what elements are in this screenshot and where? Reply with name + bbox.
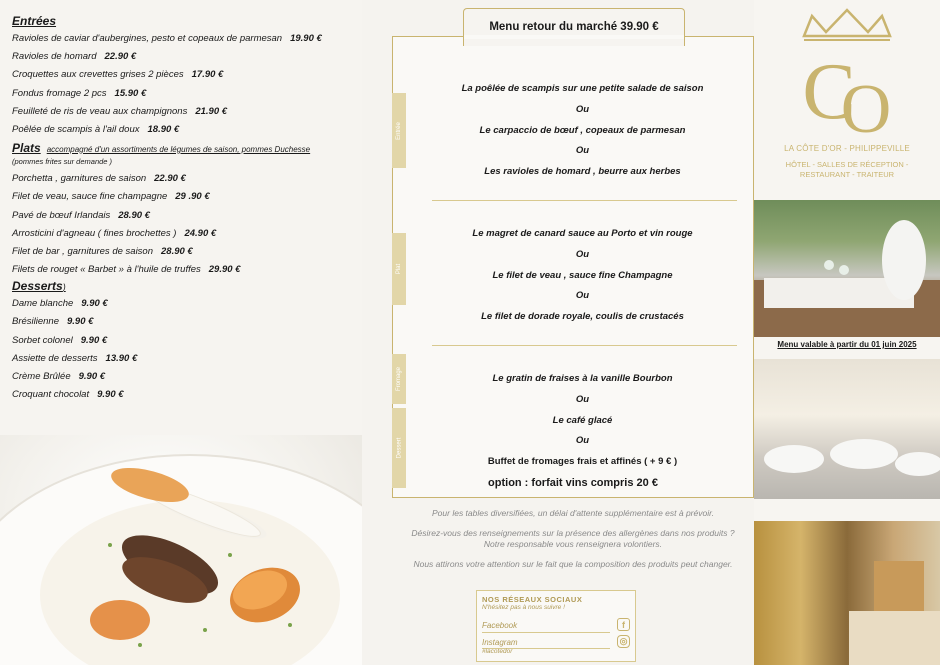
tab-fromage	[392, 354, 406, 404]
menu-item	[12, 170, 357, 188]
menu-item-price: 19.90 €	[290, 33, 322, 44]
course-line: Buffet de fromages frais et affinés ( + 9 € )	[487, 456, 678, 468]
tab-dessert-label: Dessert	[396, 437, 403, 459]
menu-item-name: Croquant chocolat	[12, 389, 90, 401]
course-line: Le gratin de fraises à la vanille Bourbon	[492, 373, 673, 384]
tab-entree-label: Entrée	[396, 121, 402, 140]
facebook-link[interactable]: Facebook	[482, 621, 518, 630]
menu-item-price: 22.90 €	[104, 51, 137, 63]
tab-plat	[392, 233, 406, 305]
menu-item	[12, 225, 357, 243]
social-box	[476, 590, 636, 662]
menu-marche-title: Menu retour du marché 39.90 €	[463, 8, 685, 46]
facebook-line	[482, 632, 610, 633]
menu-item-price: 9.90 €	[78, 371, 106, 382]
course-line: Ou	[575, 145, 590, 157]
menu-item	[12, 368, 357, 386]
menu-item-name: Porchetta , garnitures de saison	[12, 173, 147, 185]
entrees-title: Entrées	[12, 14, 57, 28]
menu-item-price: 22.90 €	[154, 173, 186, 185]
menu-item	[12, 103, 357, 121]
room-photo	[754, 521, 940, 665]
plats-note: accompagné d'un assortiments de légumes de saison, pommes Duchesse	[46, 145, 311, 155]
menu-item	[12, 48, 357, 66]
menu-item	[12, 313, 357, 331]
menu-item-name: Brésilienne	[12, 316, 59, 328]
menu-item-price: 17.90 €	[191, 69, 224, 81]
menu-item	[12, 332, 357, 350]
course-line: Ou	[575, 435, 590, 447]
course-line: Ou	[575, 393, 590, 405]
menu-item-price: 9.90 €	[97, 389, 124, 401]
dish-photo	[0, 435, 362, 665]
a-la-carte-panel	[0, 0, 362, 665]
course-entree	[410, 79, 755, 183]
social-subtitle: N'hésitez pas à nous suivre !	[482, 604, 565, 611]
wine-option: option : forfait vins compris 20 €	[488, 477, 658, 489]
menu-item-price: 21.90 €	[195, 105, 228, 117]
menu-item-name: Dame blanche	[12, 298, 74, 310]
menu-item-name: Ravioles de caviar d'aubergines, pesto et copeaux de parmesan	[12, 33, 283, 44]
instagram-link[interactable]: Instagram	[482, 638, 518, 647]
facebook-icon[interactable]: f	[617, 618, 630, 631]
divider	[432, 200, 737, 201]
plats-note-2: (pommes frites sur demande )	[12, 157, 113, 167]
menu-item-price: 24.90 €	[184, 227, 217, 239]
desserts-title-text: Desserts	[12, 279, 63, 294]
menu-item-name: Ravioles de homard	[12, 51, 97, 63]
notes	[392, 508, 754, 578]
menu-item	[12, 66, 357, 84]
desserts-title	[12, 279, 357, 293]
a-la-carte-list	[12, 14, 357, 404]
menu-item-price: 15.90 €	[114, 87, 147, 99]
menu-item-name: Filets de rouget « Barbet » à l'huile de truffes	[12, 264, 201, 276]
course-line: Ou	[575, 103, 590, 115]
menu-item-name: Filet de bar , garnitures de saison	[12, 245, 153, 257]
plats-title-text: Plats	[12, 141, 41, 156]
menu-item-name: Sorbet colonel	[12, 334, 73, 346]
brand-line-1: HÔTEL - SALLES DE RÉCEPTION -	[785, 160, 909, 169]
monogram-c: C	[802, 48, 856, 136]
note-line: Désirez-vous des renseignements sur la présence des allergènes dans nos produits ?	[411, 527, 735, 538]
menu-item-price: 9.90 €	[67, 316, 94, 328]
tab-fromage-label: Fromage	[396, 366, 403, 392]
course-line: Le carpaccio de bœuf , copeaux de parmesan	[479, 124, 686, 136]
desserts-list	[12, 295, 357, 404]
course-line: Les ravioles de homard , beurre aux herbes	[484, 166, 681, 178]
menu-item	[12, 261, 357, 279]
course-line: Le magret de canard sauce au Porto et vin rouge	[472, 228, 693, 239]
menu-item-name: Assiette de desserts	[12, 352, 98, 364]
menu-item	[12, 188, 357, 206]
tab-plat-label: Plat	[396, 263, 402, 275]
course-line: Le filet de dorade royale, coulis de crustacés	[481, 311, 684, 323]
menu-item-name: Fondus fromage 2 pcs	[12, 87, 107, 99]
menu-item-price: 28.90 €	[118, 209, 150, 221]
course-line: Ou	[575, 248, 590, 260]
course-plat	[410, 224, 755, 328]
brand-name: LA CÔTE D'OR - PHILIPPEVILLE	[784, 144, 910, 153]
course-line: Ou	[575, 290, 590, 302]
menu-item	[12, 121, 357, 139]
social-title: NOS RÉSEAUX SOCIAUX	[482, 595, 583, 604]
divider	[432, 345, 737, 346]
menu-item	[12, 386, 357, 404]
brand-line-2: RESTAURANT - TRAITEUR	[799, 170, 895, 179]
menu-item	[12, 295, 357, 313]
tab-entree	[392, 93, 406, 168]
banquet-hall-photo	[754, 359, 940, 499]
monogram-o: O	[840, 71, 892, 146]
crown-monogram-logo	[754, 6, 940, 146]
menu-item-price: 29.90 €	[208, 264, 241, 276]
course-dessert	[410, 369, 755, 473]
tab-dessert	[392, 408, 406, 488]
menu-item-name: Crème Brûlée	[12, 371, 71, 382]
plats-title	[12, 141, 357, 155]
course-line: Le filet de veau , sauce fine Champagne	[492, 269, 673, 281]
validity-notice: Menu valable à partir du 01 juin 2025	[777, 340, 917, 349]
instagram-icon[interactable]: ◎	[617, 635, 630, 648]
entrees-list	[12, 30, 357, 139]
menu-item	[12, 243, 357, 261]
desserts-title-suffix: )	[62, 282, 66, 293]
menu-item-name: Feuilleté de ris de veau aux champignons	[12, 105, 188, 117]
menu-item-price: 9.90 €	[81, 298, 108, 310]
menu-item	[12, 30, 357, 48]
note-line: Notre responsable vous renseignera volontiers.	[483, 539, 663, 549]
menu-item-price: 13.90 €	[105, 352, 138, 364]
course-line: Le café glacé	[552, 414, 613, 426]
menu-item-price: 18.90 €	[147, 123, 180, 135]
menu-item-name: Filet de veau, sauce fine champagne	[12, 191, 168, 203]
menu-item-name: Croquettes aux crevettes grises 2 pièces	[12, 69, 184, 81]
brand-tagline	[754, 160, 940, 180]
note-line: Pour les tables diversifiées, un délai d'attente supplémentaire est à prévoir.	[432, 508, 714, 518]
menu-item-name: Poêlée de scampis à l'ail doux	[12, 123, 140, 135]
menu-item	[12, 350, 357, 368]
instagram-tag: #lacotedor	[482, 648, 513, 655]
card-head-joint	[464, 35, 684, 39]
course-line: La poêlée de scampis sur une petite salade de saison	[461, 83, 704, 94]
plats-list	[12, 170, 357, 279]
menu-item-price: 9.90 €	[80, 334, 108, 346]
menu-item-name: Arrosticini d'agneau ( fines brochettes )	[12, 227, 177, 239]
menu-item-price: 29 .90 €	[175, 191, 210, 203]
menu-item-name: Pavé de bœuf Irlandais	[12, 209, 111, 221]
dish-illustration	[0, 435, 362, 665]
note-line: Nous attirons votre attention sur le fait que la composition des produits peut changer.	[413, 558, 733, 569]
terrace-photo	[754, 200, 940, 337]
menu-item	[12, 85, 357, 103]
menu-item	[12, 207, 357, 225]
menu-item-price: 28.90 €	[161, 245, 193, 257]
